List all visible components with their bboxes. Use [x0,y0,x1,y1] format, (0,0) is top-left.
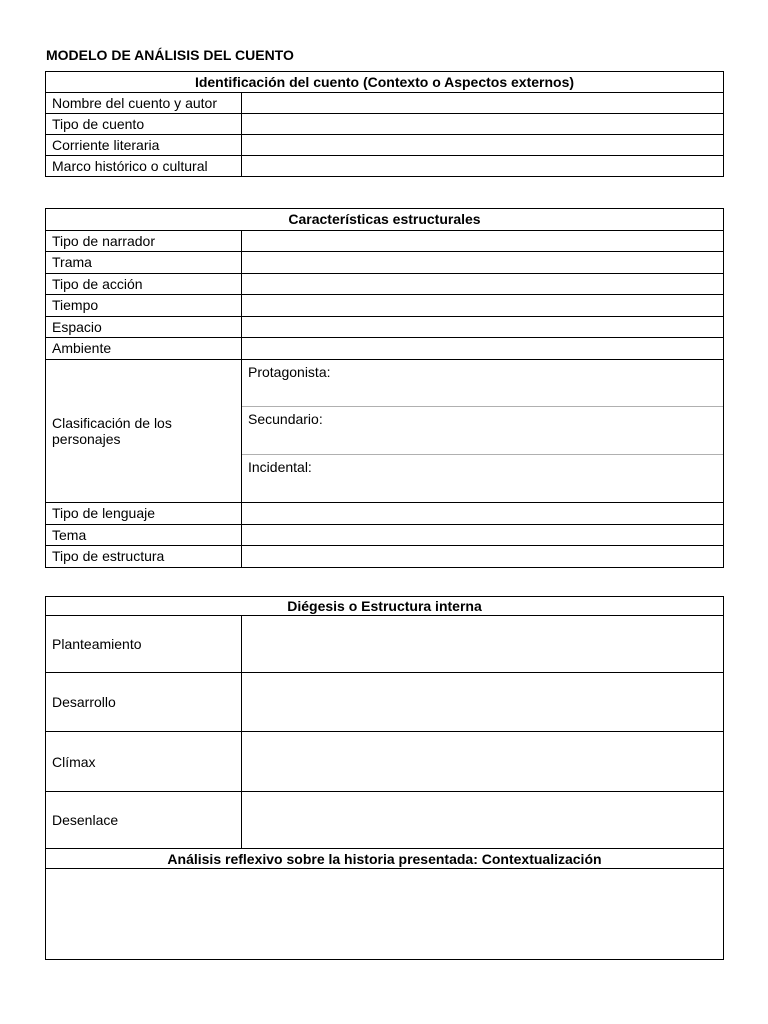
table-row [46,295,724,317]
table-row [46,524,724,546]
answer-field-protagonista[interactable] [242,360,723,408]
characters-cell [242,359,724,503]
answer-field-tiempo[interactable] [242,295,724,317]
answer-field-climax[interactable] [242,732,724,792]
answer-field-marco-historico[interactable] [242,156,724,177]
table-row [46,273,724,295]
table-row [46,359,724,503]
answer-field-planteamiento[interactable] [242,616,724,673]
answer-field-secundario[interactable] [242,407,723,455]
answer-field-ambiente[interactable] [242,338,724,360]
row-label: Nombre del cuento y autor [46,93,242,114]
answer-field-cuento-autor[interactable] [242,93,724,114]
document-title: MODELO DE ANÁLISIS DEL CUENTO [46,47,294,63]
identification-header: Identificación del cuento (Contexto o Aspectos externos) [46,72,724,93]
answer-field-tipo-lenguaje[interactable] [242,503,724,525]
row-label: Espacio [46,316,242,338]
row-label: Corriente literaria [46,135,242,156]
row-label: Tipo de lenguaje [46,503,242,525]
row-label: Tipo de narrador [46,230,242,252]
row-label: Tipo de estructura [46,546,242,568]
row-label: Tema [46,524,242,546]
table-row [46,338,724,360]
answer-field-corriente-literaria[interactable] [242,135,724,156]
row-label: Tipo de acción [46,273,242,295]
answer-field-trama[interactable] [242,252,724,274]
answer-field-tipo-narrador[interactable] [242,230,724,252]
structural-header: Características estructurales [46,209,724,231]
reflection-header: Análisis reflexivo sobre la historia presentada: Contextualización [46,849,724,869]
table-row [46,252,724,274]
table-row [46,616,724,673]
character-type-label: Protagonista: [248,363,331,380]
row-label: Trama [46,252,242,274]
answer-field-desenlace[interactable] [242,792,724,849]
table-row [46,503,724,525]
table-row [46,673,724,732]
answer-field-desarrollo[interactable] [242,673,724,732]
table-row [46,135,724,156]
diegesis-table [45,596,724,960]
structural-table [45,208,724,568]
row-label: Desarrollo [46,673,242,732]
answer-field-incidental[interactable] [242,455,723,503]
character-type-label: Secundario: [248,411,323,427]
row-label: Clímax [46,732,242,792]
table-row [46,230,724,252]
row-label-personajes: Clasificación de los personajes [46,359,242,503]
answer-field-reflexion[interactable] [46,869,724,960]
row-label: Planteamiento [46,616,242,673]
answer-field-tipo-cuento[interactable] [242,114,724,135]
row-label: Desenlace [46,792,242,849]
table-row [46,93,724,114]
answer-field-tema[interactable] [242,524,724,546]
table-row [46,156,724,177]
answer-field-tipo-accion[interactable] [242,273,724,295]
character-type-label: Incidental: [248,458,312,475]
table-row [46,792,724,849]
table-row [46,546,724,568]
row-label: Tipo de cuento [46,114,242,135]
table-row [46,732,724,792]
answer-field-espacio[interactable] [242,316,724,338]
diegesis-header: Diégesis o Estructura interna [46,597,724,616]
identification-table [45,71,724,177]
row-label: Marco histórico o cultural [46,156,242,177]
row-label: Ambiente [46,338,242,360]
table-row [46,316,724,338]
answer-field-tipo-estructura[interactable] [242,546,724,568]
row-label: Tiempo [46,295,242,317]
table-row [46,114,724,135]
